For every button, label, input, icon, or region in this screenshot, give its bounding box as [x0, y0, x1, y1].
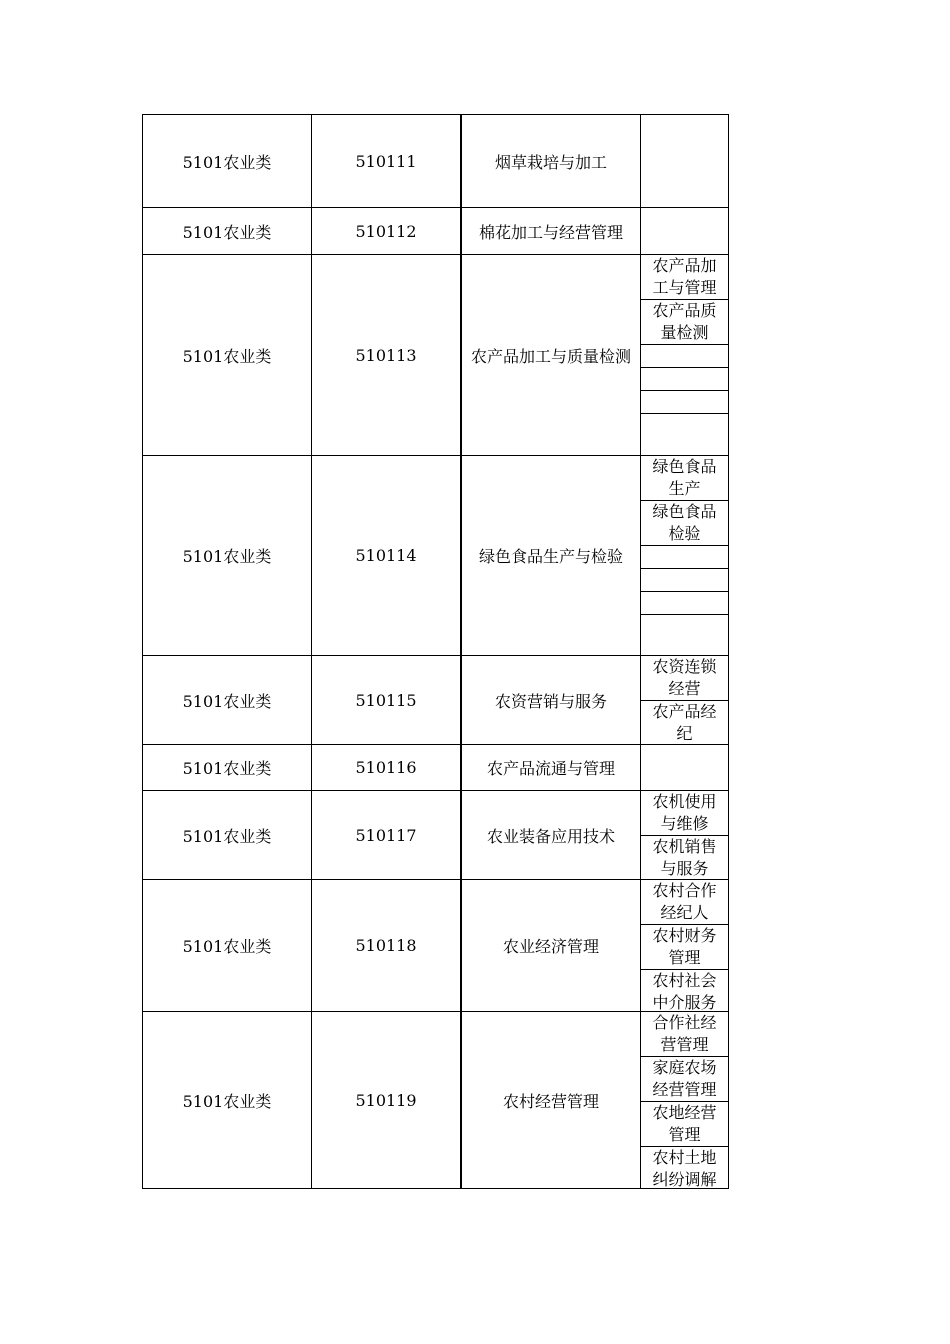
- direction-cell: [641, 745, 728, 790]
- major-cell: 绿色食品生产与检验: [462, 456, 641, 655]
- code-cell: 510113: [312, 255, 462, 455]
- direction-item: 农产品经纪: [652, 702, 717, 743]
- direction-cell: [641, 115, 728, 207]
- direction-filler: [641, 615, 728, 655]
- direction-cell: [641, 656, 728, 744]
- direction-item: 农机使用与维修: [641, 791, 728, 836]
- major-cell: 棉花加工与经营管理: [462, 208, 641, 254]
- direction-cell: [641, 208, 728, 254]
- direction-item: 农资连锁经营: [641, 656, 728, 701]
- code-cell: 510117: [312, 791, 462, 879]
- major-cell: 农村经营管理: [462, 1012, 641, 1188]
- major-table: [142, 114, 729, 1189]
- major-cell: 农产品流通与管理: [462, 745, 641, 790]
- major-cell: 烟草栽培与加工: [462, 115, 641, 207]
- direction-item: [641, 592, 728, 615]
- code-cell: 510119: [312, 1012, 462, 1188]
- category-cell: 5101农业类: [143, 255, 312, 455]
- direction-cell: [641, 1012, 728, 1188]
- table-row: [143, 255, 728, 456]
- table-row: [143, 656, 728, 745]
- code-cell: 510112: [312, 208, 462, 254]
- direction-item: 农村财务管理: [641, 925, 728, 970]
- major-cell: 农业装备应用技术: [462, 791, 641, 879]
- category-cell: 5101农业类: [143, 208, 312, 254]
- direction-item: 农村土地纠纷调解: [652, 1148, 717, 1189]
- direction-item: 农村合作经纪人: [641, 880, 728, 925]
- direction-item: 农村社会中介服务: [652, 971, 717, 1012]
- direction-item: 农机销售与服务: [652, 837, 717, 878]
- table-row: [143, 456, 728, 656]
- code-cell: 510114: [312, 456, 462, 655]
- direction-filler: [641, 414, 728, 455]
- major-cell: 农业经济管理: [462, 880, 641, 1011]
- direction-item: [641, 391, 728, 414]
- direction-cell: [641, 255, 728, 455]
- direction-item: 农地经营管理: [641, 1102, 728, 1147]
- direction-cell: [641, 791, 728, 879]
- direction-item: 合作社经营管理: [641, 1012, 728, 1057]
- direction-item: 农产品加工与管理: [641, 255, 728, 300]
- table-row: [143, 208, 728, 255]
- direction-cell: [641, 880, 728, 1011]
- code-cell: 510115: [312, 656, 462, 744]
- category-cell: 5101农业类: [143, 456, 312, 655]
- category-cell: 5101农业类: [143, 1012, 312, 1188]
- code-cell: 510116: [312, 745, 462, 790]
- direction-item: [641, 345, 728, 368]
- code-cell: 510111: [312, 115, 462, 207]
- direction-item: 绿色食品生产: [641, 456, 728, 501]
- category-cell: 5101农业类: [143, 115, 312, 207]
- direction-item: [641, 368, 728, 391]
- direction-item: [641, 546, 728, 569]
- direction-item: 农产品质量检测: [641, 300, 728, 345]
- table-row: [143, 115, 728, 208]
- direction-cell: [641, 456, 728, 655]
- major-cell: 农产品加工与质量检测: [462, 255, 641, 455]
- direction-item: 家庭农场经营管理: [641, 1057, 728, 1102]
- category-cell: 5101农业类: [143, 791, 312, 879]
- table-row: [143, 745, 728, 791]
- direction-item: 绿色食品检验: [641, 501, 728, 546]
- direction-item: [641, 569, 728, 592]
- table-row: [143, 880, 728, 1012]
- code-cell: 510118: [312, 880, 462, 1011]
- category-cell: 5101农业类: [143, 880, 312, 1011]
- table-row: [143, 791, 728, 880]
- table-row: [143, 1012, 728, 1189]
- major-cell: 农资营销与服务: [462, 656, 641, 744]
- category-cell: 5101农业类: [143, 745, 312, 790]
- category-cell: 5101农业类: [143, 656, 312, 744]
